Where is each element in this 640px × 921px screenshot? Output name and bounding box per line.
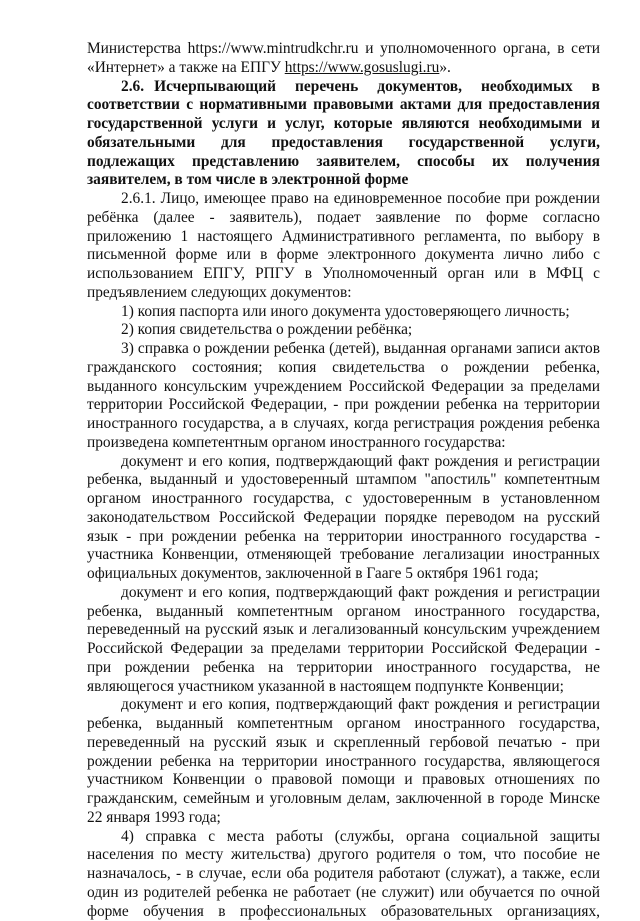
section-title: Исчерпывающий перечень документов, необходимых в соответствии с нормативными правовыми актами для предоставления государственной услуги и услуг, которые являются необходимыми и обязательными для предоставления государственной услуги, подлежащих представлению заявителем, способы их получения заявителем, в том числе в электронной форме xyxy=(87,78,600,189)
section-heading xyxy=(87,78,600,191)
list-item-birth-certificate: 2) копия свидетельства о рождении ребёнка; xyxy=(87,321,600,340)
paragraph-minsk-convention-document: документ и его копия, подтверждающий факт рождения и регистрации ребенка, выданный компетентным органом иностранного государства, переведенный на русский язык и скрепленный гербовой печатью - при рождении ребенка на территории иностранного государства, являющегося участником Конвенции о правовой помощи и правовых отношениях по гражданским, семейным и уголовным делам, заключенной в городе Минске 22 января 1993 года; xyxy=(87,696,600,827)
list-item-work-reference: 4) справка с места работы (службы, органа социальной защиты населения по месту жительства) другого родителя о том, что пособие не назначалось, - в случае, если оба родителя работают (служат), а также, если один из родителей ребенка не работает (не служит) или обучается по очной форме обучения в профессиональных образовательных организациях, xyxy=(87,828,600,921)
gosuslugi-link[interactable]: https://www.gosuslugi.ru xyxy=(285,59,440,76)
list-item-passport: 1) копия паспорта или иного документа удостоверяющего личность; xyxy=(87,303,600,322)
intro-text: Министерства https://www.mintrudkchr.ru и уполномоченного органа, в сети «Интернет» а также на ЕПГУ xyxy=(87,40,600,76)
paragraph-legalized-document: документ и его копия, подтверждающий факт рождения и регистрации ребенка, выданный компетентным органом иностранного государства, переведенный на русский язык и легализованный консульским учреждением Российской Федерации за пределами территории Российской Федерации - при рождении ребенка на территории иностранного государства, не являющегося участником указанной в настоящем подпункте Конвенции; xyxy=(87,584,600,697)
paragraph-2-6-1: 2.6.1. Лицо, имеющее право на единовременное пособие при рождении ребёнка (далее - заявитель), подает заявление по форме согласно приложению 1 настоящего Административного регламента, по выбору в письменной форме или в форме электронного документа лично либо с использованием ЕПГУ, РПГУ в Уполномоченный орган или в МФЦ с предъявлением следующих документов: xyxy=(87,190,600,303)
paragraph-apostille-document: документ и его копия, подтверждающий факт рождения и регистрации ребенка, выданный и удостоверенный штампом "апостиль" компетентным органом иностранного государства, с удостоверенным в установленном законодательством Российской Федерации порядке переводом на русский язык - при рождении ребенка на территории иностранного государства - участника Конвенции, отменяющей требование легализации иностранных официальных документов, заключенной в Гааге 5 октября 1961 года; xyxy=(87,453,600,584)
intro-text-end: ». xyxy=(439,59,451,76)
list-item-birth-reference: 3) справка о рождении ребенка (детей), выданная органами записи актов гражданского состояния; копия свидетельства о рождении ребенка, выданного консульским учреждением Российской Федерации за пределами территории Российской Федерации, - при рождении ребенка на территории иностранного государства, а в случаях, когда регистрация рождения ребенка произведена компетентным органом иностранного государства: xyxy=(87,340,600,453)
section-number: 2.6. xyxy=(121,78,144,95)
intro-paragraph xyxy=(87,40,600,78)
